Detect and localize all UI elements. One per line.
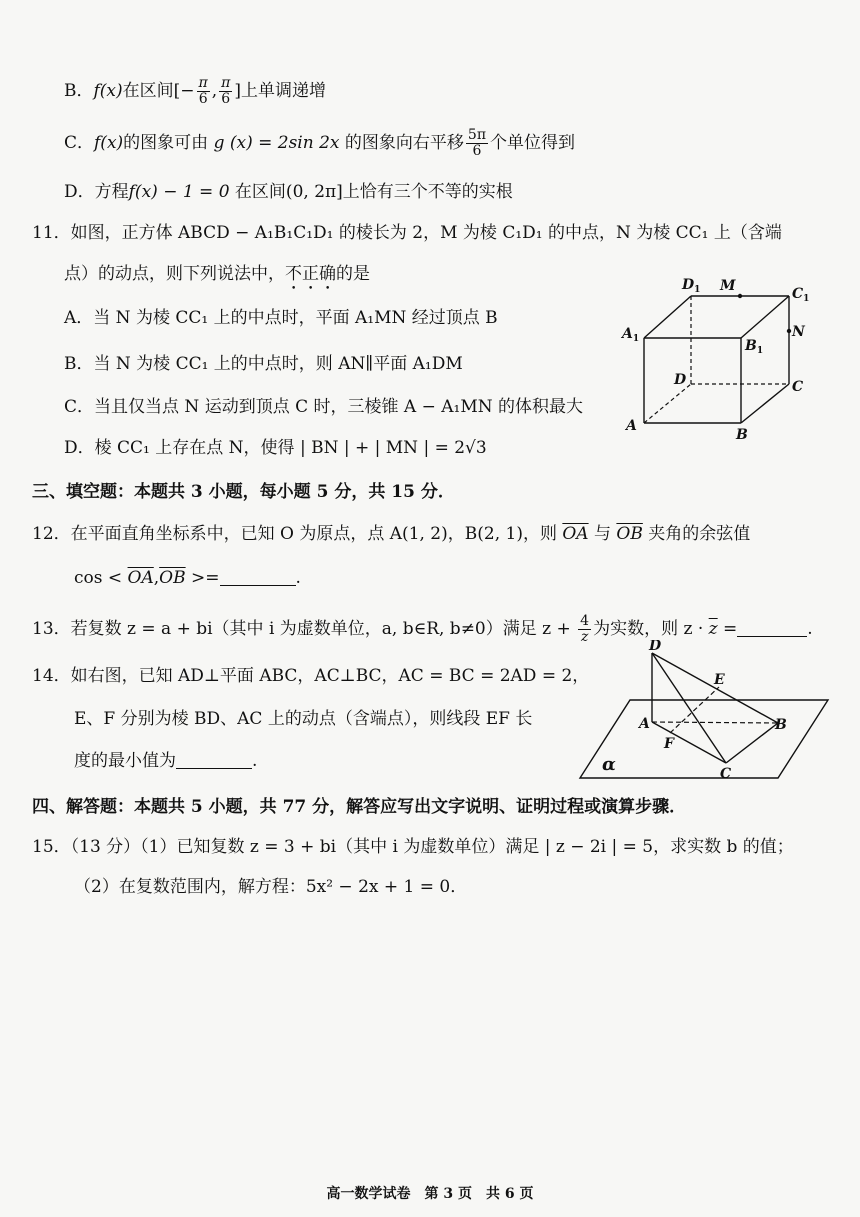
page-footer: 高一数学试卷 第 3 页 共 6 页 (326, 1186, 534, 1202)
label-D1: $D_1$ (682, 277, 701, 295)
section-4-heading: 四、解答题：本题共 5 小题，共 77 分，解答应写出文字说明、证明过程或演算步骤． (32, 797, 687, 817)
q14-line2: E、F 分别为棱 BD、AC 上的动点（含端点），则线段 EF 长 (74, 709, 533, 729)
q11-stem-line1: 11．如图，正方体 ABCD − A₁B₁C₁D₁ 的棱长为 2，M 为棱 C₁D₁ 的中点，N 为棱 CC₁ 上（含端 (32, 223, 782, 243)
fraction-4-over-z: $\frac{4}{z}$ (580, 613, 590, 645)
vector-ob: $\overline{OB}$ (616, 524, 643, 544)
label-C: C (720, 766, 732, 782)
q10-option-c: C．f(x)的图象可由 g (x) = 2sin 2x 的图象向右平移 $\frac{5\pi}{6}$ 个单位得到 (64, 127, 576, 159)
q13-line: 13．若复数 z = a + bi（其中 i 为虚数单位，a, b∈R, b≠0）满足 z + $\frac{4}{z}$ 为实数，则 $z \cdot \overline{z}$ = . (32, 613, 813, 645)
fraction-pi-6-a: $\frac{\pi}{6}$ (198, 75, 208, 107)
q12-answer-blank[interactable] (220, 567, 296, 586)
label-B: B (736, 427, 748, 443)
q10-option-b: B．f(x)在区间[− $\frac{\pi}{6}$ , $\frac{\pi}{6}$ ]上单调递增 (64, 75, 326, 107)
q15-line2: （2）在复数范围内，解方程：5x² − 2x + 1 = 0． (74, 877, 468, 897)
q11-option-c: C．当且仅当点 N 运动到顶点 C 时，三棱锥 A − A₁MN 的体积最大 (64, 397, 584, 417)
label-D: D (674, 372, 687, 388)
label-C: C (792, 379, 804, 395)
section-3-heading: 三、填空题：本题共 3 小题，每小题 5 分，共 15 分． (32, 482, 455, 502)
label-B1: $B_1$ (745, 338, 764, 356)
z-conjugate: $\overline{z}$ (708, 619, 718, 639)
q12-line1: 12．在平面直角坐标系中，已知 O 为原点，点 A(1, 2)，B(2, 1)，则 $\overline{OA}$ 与 $\overline{OB}$ 夹角的余弦值 (32, 524, 751, 544)
label-alpha: α (602, 754, 616, 775)
q13-answer-blank[interactable] (737, 618, 807, 637)
fraction-5pi-6: $\frac{5\pi}{6}$ (467, 127, 487, 159)
cube-figure (620, 272, 820, 447)
label-D: D (649, 640, 662, 654)
label-N: N (792, 324, 805, 340)
label-F: F (664, 736, 674, 752)
label-E: E (714, 672, 725, 688)
emphasis-not-correct: 不正确 (285, 264, 336, 284)
q14-answer-blank[interactable] (176, 750, 252, 769)
label-M: M (720, 278, 736, 294)
label-A: A (639, 716, 650, 732)
q11-stem-line2: 点）的动点，则下列说法中，不正确的是 (64, 264, 370, 284)
q11-option-a: A．当 N 为棱 CC₁ 上的中点时，平面 A₁MN 经过顶点 B (64, 308, 498, 328)
q10-option-d: D．方程f(x) − 1 = 0 在区间(0, 2π]上恰有三个不等的实根 (64, 182, 513, 202)
label-A: A (626, 418, 637, 434)
q14-line1: 14．如右图，已知 AD⊥平面 ABC，AC⊥BC，AC = BC = 2AD = 2， (32, 666, 590, 686)
label-C1: $C_1$ (792, 286, 810, 304)
q11-option-d: D．棱 CC₁ 上存在点 N，使得 | BN | + | MN | = 2√3 (64, 438, 487, 458)
label-B: B (775, 717, 787, 733)
vector-oa: $\overline{OA}$ (562, 524, 589, 544)
q15-line1: 15．（13 分）（1）已知复数 z = 3 + bi（其中 i 为虚数单位）满足 | z − 2i | = 5，求实数 b 的值； (32, 837, 794, 857)
q14-line3: 度的最小值为 . (74, 751, 258, 771)
fraction-pi-6-b: $\frac{\pi}{6}$ (221, 75, 231, 107)
tetrahedron-plane-figure (578, 640, 834, 782)
q11-option-b: B．当 N 为棱 CC₁ 上的中点时，则 AN∥平面 A₁DM (64, 354, 463, 374)
label-A1: $A_1$ (622, 326, 640, 344)
q12-line2: $\cos < \overline{OA},\overline{OB}$ >= . (74, 568, 301, 588)
